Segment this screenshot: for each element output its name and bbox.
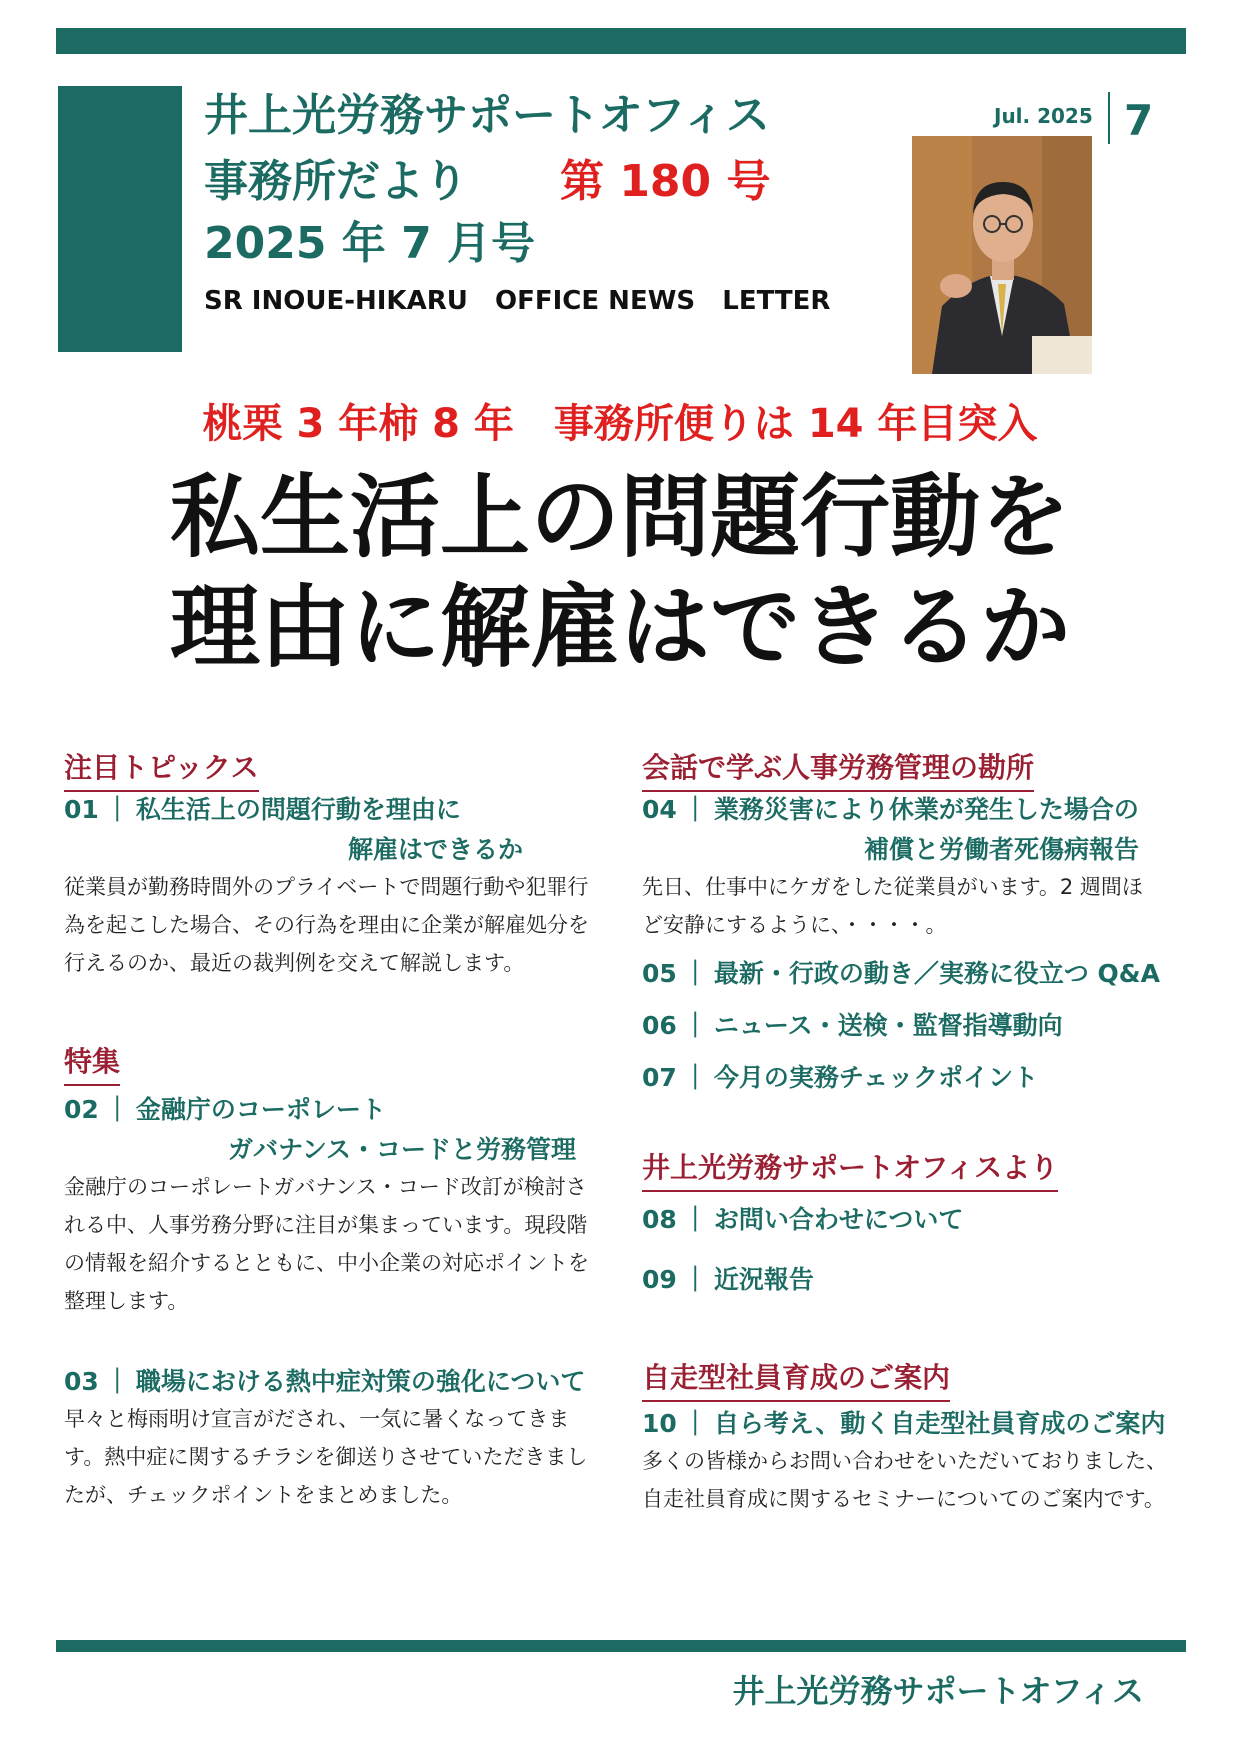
item-number: 10: [642, 1409, 677, 1438]
item-title: 自ら考え、動く自走型社員育成のご案内: [713, 1409, 1166, 1438]
headline-line-1: 私生活上の問題行動を: [170, 465, 1070, 570]
item-separator: ｜: [682, 795, 708, 824]
item-separator: ｜: [682, 1205, 708, 1234]
item-separator: ｜: [104, 1367, 130, 1396]
item-10-body: 多くの皆様からお問い合わせをいただいておりました、自走社員育成に関するセミナーについてのご案内です。: [642, 1449, 1167, 1511]
item-02-title-cont: ガバナンス・コードと労務管理: [228, 1135, 577, 1164]
item-number: 02: [64, 1095, 99, 1124]
item-06-title: [642, 1006, 1063, 1042]
issue-number: 第 180 号: [560, 156, 771, 207]
item-04-title-cont: 補償と労働者死傷病報告: [864, 835, 1140, 864]
top-bar: [56, 28, 1186, 54]
item-01-body: 従業員が勤務時間外のプライベートで問題行動や犯罪行為を起こした場合、その行為を理由に企業が解雇処分を行えるのか、最近の裁判例を交えて解説します。: [64, 875, 589, 975]
item-separator: ｜: [682, 1063, 708, 1092]
item-title: 今月の実務チェックポイント: [713, 1063, 1039, 1092]
item-09-title: [642, 1260, 814, 1296]
item-separator: ｜: [104, 795, 130, 824]
item-number: 06: [642, 1011, 677, 1040]
item-number: 04: [642, 795, 677, 824]
item-02-title: [64, 1090, 386, 1126]
item-title: 金融庁のコーポレート: [135, 1095, 386, 1124]
item-title: 職場における熱中症対策の強化について: [135, 1367, 586, 1396]
section-title-training: 自走型社員育成のご案内: [642, 1356, 950, 1402]
item-04-body: 先日、仕事中にケガをした従業員がいます。2 週間ほど安静にするように、・・・・。: [642, 875, 1143, 937]
item-separator: ｜: [682, 1409, 708, 1438]
issue-date: Jul. 2025: [994, 104, 1093, 128]
item-01-title: [64, 790, 461, 826]
portrait-photo: [912, 136, 1092, 374]
item-title: ニュース・送検・監督指導動向: [713, 1011, 1063, 1040]
item-05-title: [642, 954, 1160, 990]
newsletter-subtitle: SR INOUE-HIKARU OFFICE NEWS LETTER: [204, 286, 831, 316]
newsletter-title: 事務所だより: [204, 156, 468, 207]
bottom-bar: [56, 1640, 1186, 1652]
item-08-title: [642, 1200, 963, 1236]
item-separator: ｜: [682, 1011, 708, 1040]
item-title: 業務災害により休業が発生した場合の: [713, 795, 1139, 824]
footer-office-name: 井上光労務サポートオフィス: [732, 1672, 1144, 1710]
section-title-conversation: 会話で学ぶ人事労務管理の勘所: [642, 746, 1034, 792]
item-number: 05: [642, 959, 677, 988]
date-divider: [1108, 92, 1110, 144]
headline-line-2: 理由に解雇はできるか: [170, 575, 1070, 680]
tagline: 桃栗 3 年柿 8 年 事務所便りは 14 年目突入: [202, 401, 1038, 447]
section-title-feature: 特集: [64, 1040, 120, 1086]
item-title: お問い合わせについて: [713, 1205, 964, 1234]
item-title: 私生活上の問題行動を理由に: [135, 795, 461, 824]
item-number: 09: [642, 1265, 677, 1294]
item-10-title: [642, 1404, 1165, 1440]
item-number: 01: [64, 795, 99, 824]
item-title: 最新・行政の動き／実務に役立つ Q&A: [713, 959, 1160, 988]
item-separator: ｜: [682, 1265, 708, 1294]
item-03-title: [64, 1362, 585, 1398]
item-01-title-cont: 解雇はできるか: [348, 835, 524, 864]
month-number: 7: [1124, 96, 1154, 145]
item-number: 03: [64, 1367, 99, 1396]
item-02-body: 金融庁のコーポレートガバナンス・コード改訂が検討される中、人事労務分野に注目が集まっています。現段階の情報を紹介するとともに、中小企業の対応ポイントを整理します。: [64, 1175, 589, 1313]
item-03-body: 早々と梅雨明け宣言がだされ、一気に暑くなってきます。熱中症に関するチラシを御送りさせていただきましたが、チェックポイントをまとめました。: [64, 1407, 588, 1507]
office-name: 井上光労務サポートオフィス: [204, 90, 770, 141]
item-07-title: [642, 1058, 1038, 1094]
header-side-block: [58, 86, 182, 352]
item-number: 07: [642, 1063, 677, 1092]
item-04-title: [642, 790, 1139, 826]
month-issue: 2025 年 7 月号: [204, 218, 536, 269]
section-title-office: 井上光労務サポートオフィスより: [642, 1146, 1058, 1192]
item-separator: ｜: [104, 1095, 130, 1124]
item-separator: ｜: [682, 959, 708, 988]
item-title: 近況報告: [713, 1265, 814, 1294]
section-title-topics: 注目トピックス: [64, 746, 259, 792]
item-number: 08: [642, 1205, 677, 1234]
